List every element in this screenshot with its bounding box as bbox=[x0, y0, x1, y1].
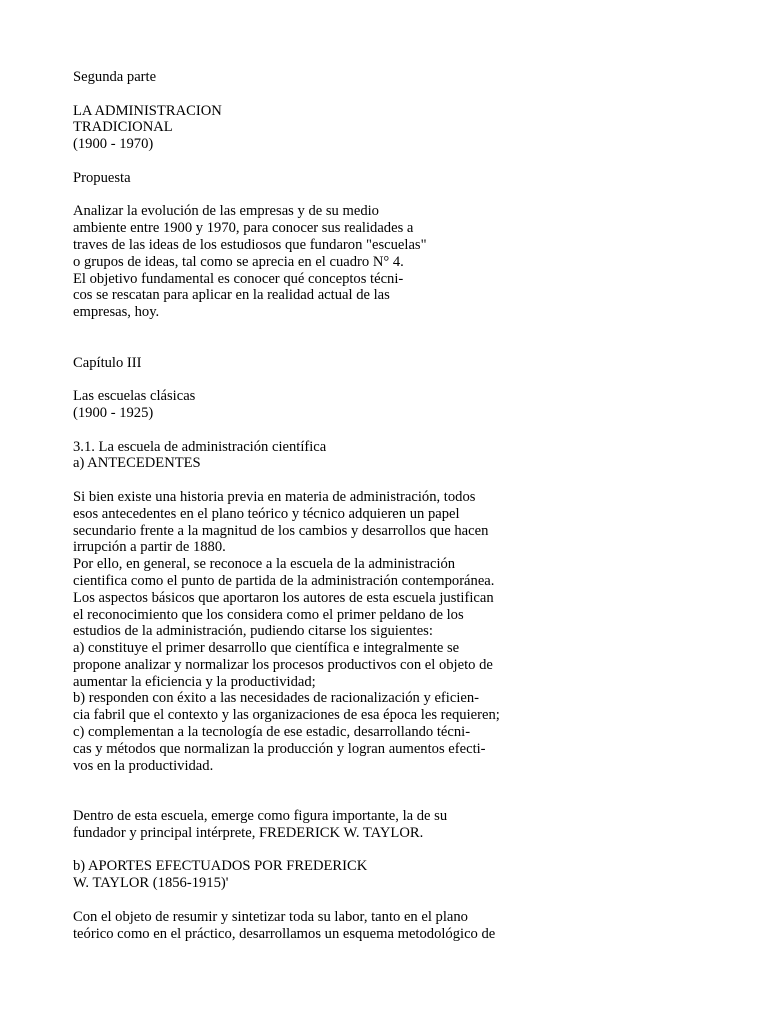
chapter-label: Capítulo III bbox=[73, 354, 142, 371]
chapter-title: Las escuelas clásicas (1900 - 1925) bbox=[73, 388, 196, 421]
part-title: LA ADMINISTRACION TRADICIONAL (1900 - 1970) bbox=[73, 102, 222, 153]
proposal-text: Analizar la evolución de las empresas y de su medio ambiente entre 1900 y 1970, para conocer sus realidades a traves de las ideas de los estudiosos que fundaron "escuelas" o grupos de ideas, tal como se aprecia en el cuadro N° 4. El objetivo fundamental es conocer qué conceptos técni- cos se rescatan para aplicar en la realidad actual de las empresas, hoy. bbox=[73, 203, 427, 321]
proposal-heading: Propuesta bbox=[73, 169, 131, 186]
document-page bbox=[73, 69, 543, 959]
background-text: Si bien existe una historia previa en materia de administración, todos esos antecedentes en el plano teórico y técnico adquieren un papel secundario frente a la magnitud de los cambios y desarrollos que hacen irrupción a partir de 1880. Por ello, en general, se reconoce a la escuela de la administración cientifica como el punto de partida de la administración contemporánea. Los aspectos básicos que aportaron los autores de esta escuela justifican el reconocimiento que los considera como el primer peldano de los estudios de la administración, pudiendo citarse los siguientes: a) constituye el primer desarrollo que científica e integralmente se propone analizar y normalizar los procesos productivos con el objeto de aumentar la eficiencia y la productividad; b) responden con éxito a las necesidades de racionalización y eficien- cia fabril que el contexto y las organizaciones de esa época les requieren; c) complementan a la tecnología de ese estadic, desarrollando técni- cas y métodos que normalizan la producción y logran aumentos efecti- vos en la productividad. bbox=[73, 488, 500, 774]
contributions-text: Con el objeto de resumir y sintetizar toda su labor, tanto en el plano teórico como en el práctico, desarrollamos un esquema metodológico de bbox=[73, 908, 496, 942]
taylor-intro-text: Dentro de esta escuela, emerge como figura importante, la de su fundador y principal intérprete, FREDERICK W. TAYLOR. bbox=[73, 808, 448, 841]
part-label: Segunda parte bbox=[73, 69, 157, 85]
section-heading: 3.1. La escuela de administración científica a) ANTECEDENTES bbox=[73, 438, 327, 472]
contributions-heading: b) APORTES EFECTUADOS POR FREDERICK W. TAYLOR (1856-1915)' bbox=[73, 858, 368, 892]
